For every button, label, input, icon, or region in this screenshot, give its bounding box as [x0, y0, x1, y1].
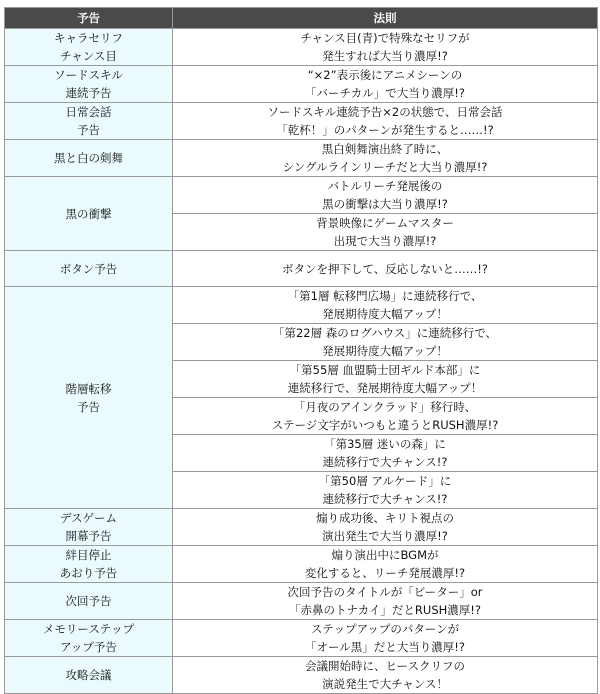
notice-label-cell — [5, 251, 173, 287]
rule-line: 連続移行で大チャンス!? — [322, 455, 448, 469]
rule-cell — [173, 657, 598, 694]
rule-line: 「バーチカル」で大当り濃厚!? — [305, 86, 465, 100]
table-row — [5, 620, 598, 657]
rule-cell — [173, 509, 598, 546]
rule-line: 「第1層 転移門広場」に連続移行で、 — [287, 289, 483, 303]
rule-cell — [173, 435, 598, 472]
rule-line: 背景映像にゲームマスター — [316, 216, 454, 230]
rule-cell — [173, 251, 598, 287]
rule-line: “×2”表示後にアニメシーンの — [307, 68, 463, 82]
table-row — [5, 140, 598, 177]
notice-label-cell — [5, 66, 173, 103]
notice-label-line: あおり予告 — [59, 566, 118, 580]
rule-line: ボタンを押下して、反応しないと……!? — [282, 261, 488, 276]
rule-line: 黒の衝撃は大当り濃厚!? — [322, 197, 448, 211]
rule-cell — [173, 398, 598, 435]
rule-line: 「第55層 血盟騎士団ギルド本部」に — [289, 363, 481, 377]
notice-label-line: 次回予告 — [65, 594, 112, 608]
table-row — [5, 29, 598, 66]
rule-line: 出現で大当り濃厚!? — [333, 234, 437, 248]
rule-line: 「オール黒」だと大当り濃厚!? — [305, 640, 465, 654]
rule-line: ステップアップのパターンが — [310, 622, 460, 636]
rule-cell — [173, 546, 598, 583]
notice-label-line: 黒の衝撃 — [65, 206, 112, 221]
notice-label-line: キャラセリフ — [54, 31, 123, 45]
rule-cell — [173, 66, 598, 103]
notice-label-line: 予告 — [77, 399, 100, 414]
table-row — [5, 509, 598, 546]
rule-line: 「第22層 森のログハウス」に連続移行で、 — [272, 326, 498, 340]
notice-label-line: チャンス目 — [60, 49, 117, 63]
table-row — [5, 177, 598, 214]
table-row — [5, 66, 598, 103]
notice-label-cell — [5, 583, 173, 620]
rule-line: バトルリーチ発展後の — [327, 179, 443, 193]
rule-line: 発展期待度大幅アップ！ — [322, 307, 448, 321]
notice-label-cell — [5, 103, 173, 140]
rule-cell — [173, 583, 598, 620]
table-row — [5, 103, 598, 140]
notice-label-line: 絆目停止 — [65, 548, 112, 562]
law-table — [4, 7, 598, 694]
rule-line: 「赤鼻のトナカイ」だとRUSH濃厚!? — [289, 603, 481, 617]
rule-line: 煽り演出中にBGMが — [331, 548, 439, 562]
rule-line: 連続移行で大チャンス!? — [322, 492, 448, 506]
rule-line: 「乾杯！」のパターンが発生すると……!? — [276, 123, 494, 137]
rule-line: シングルラインリーチだと大当り濃厚!? — [282, 160, 488, 174]
rule-line: 連続移行で、発展期待度大幅アップ！ — [287, 381, 483, 395]
rule-line: 演出発生で大当り濃厚!? — [322, 529, 448, 543]
rule-line: 変化すると、リーチ発展濃厚!? — [304, 566, 466, 580]
rule-line: 発生すれば大当り濃厚!? — [322, 49, 448, 63]
notice-label-line: 黒と白の剣舞 — [54, 151, 123, 165]
rule-line: ソードスキル連続予告×2の状態で、日常会話 — [267, 105, 503, 119]
rule-cell — [173, 177, 598, 214]
notice-label-line: 攻略会議 — [65, 668, 112, 682]
notice-label-cell — [5, 620, 173, 657]
notice-label-line: 開幕予告 — [65, 529, 112, 543]
rule-line: ステージ文字がいつもと違うとRUSH濃厚!? — [271, 418, 499, 432]
notice-label-line: 階層転移 — [65, 381, 112, 396]
rule-cell — [173, 103, 598, 140]
rule-cell — [173, 214, 598, 251]
rule-line: 演説発生で大チャンス！ — [322, 677, 448, 691]
rule-cell — [173, 472, 598, 509]
header-row — [5, 8, 598, 29]
table-row — [5, 546, 598, 583]
notice-label-cell — [5, 177, 173, 251]
rule-line: 黒白剣舞演出終了時に、 — [321, 142, 449, 156]
rule-cell — [173, 287, 598, 324]
table-row — [5, 657, 598, 694]
notice-label-line: アップ予告 — [60, 640, 117, 654]
table-row — [5, 583, 598, 620]
notice-label-line: ソードスキル — [54, 68, 123, 82]
notice-label-cell — [5, 509, 173, 546]
rule-line: チャンス目(青)で特殊なセリフが — [300, 31, 470, 45]
rule-line: 「第35層 迷いの森」に — [324, 437, 446, 451]
table-row — [5, 287, 598, 324]
header-rule: 法則 — [173, 8, 598, 29]
notice-label-line: ボタン予告 — [59, 261, 118, 276]
rule-line: 次回予告のタイトルが「ビーター」or — [287, 585, 483, 599]
rule-cell — [173, 361, 598, 398]
rule-line: 「月夜のアインクラッド」移行時、 — [293, 400, 477, 414]
notice-label-cell — [5, 140, 173, 177]
rule-line: 会議開始時に、ヒースクリフの — [305, 659, 465, 673]
rule-line: 煽り成功後、キリト視点の — [316, 511, 454, 525]
notice-label-line: メモリーステップ — [42, 622, 135, 636]
notice-label-line: デスゲーム — [59, 511, 118, 525]
rule-line: 発展期待度大幅アップ！ — [322, 344, 448, 358]
notice-label-cell — [5, 29, 173, 66]
rule-cell — [173, 140, 598, 177]
table-body — [5, 29, 598, 694]
notice-label-line: 連続予告 — [65, 86, 112, 100]
rule-cell — [173, 324, 598, 361]
rule-cell — [173, 620, 598, 657]
notice-label-line: 日常会話 — [65, 105, 112, 119]
notice-label-line: 予告 — [77, 123, 100, 137]
header-notice: 予告 — [5, 8, 173, 29]
rule-cell — [173, 29, 598, 66]
notice-label-cell — [5, 657, 173, 694]
notice-label-cell — [5, 546, 173, 583]
rule-line: 「第50層 アルケード」に — [318, 474, 452, 488]
table-row — [5, 251, 598, 287]
notice-label-cell — [5, 287, 173, 509]
